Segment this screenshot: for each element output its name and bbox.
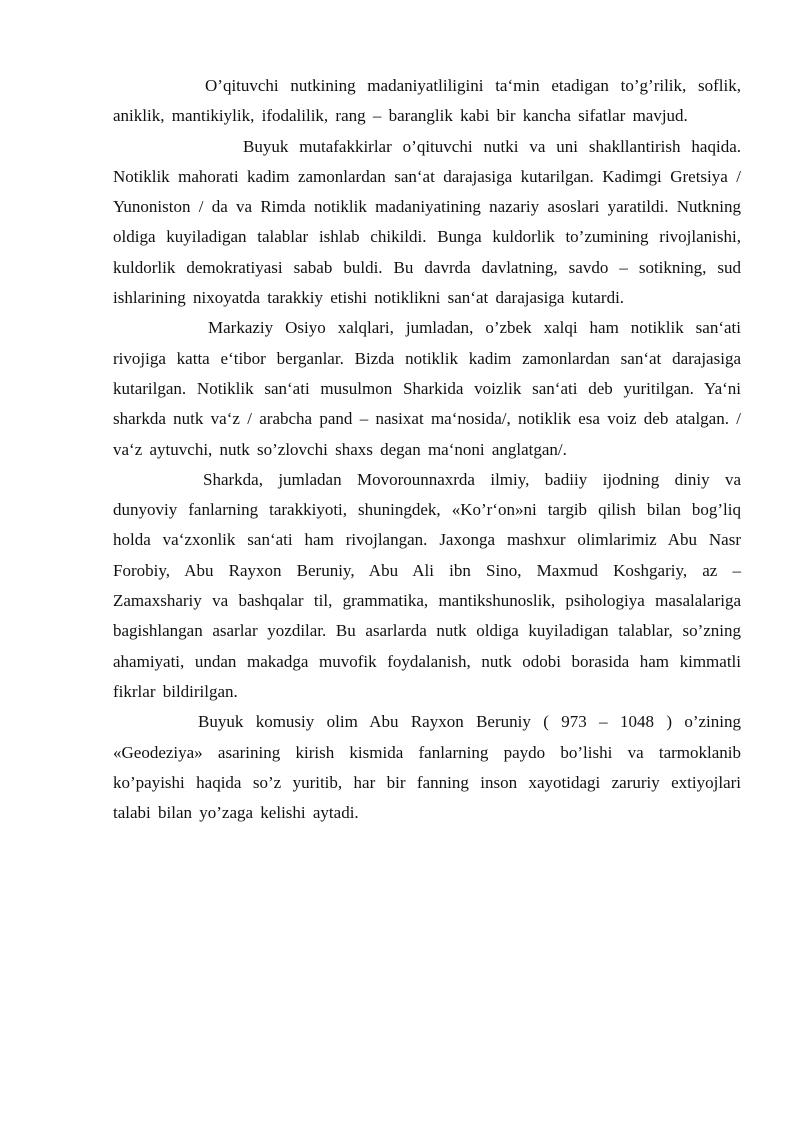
paragraph-beruniy: Buyuk komusiy olim Abu Rayxon Beruniy ( 973 – 1048 ) o’zining «Geodeziya» asarining kirish kismida fanlarning paydo bo’lishi va tarmoklanib ko’payishi haqida so’z yuritib, har bir fanning inson xayotidagi zaruriy extiyojlari talabi bilan yo’zaga kelishi aytadi. — [113, 712, 741, 823]
paragraph-central-asia: Markaziy Osiyo xalqlari, jumladan, o’zbek xalqi ham notiklik san‘ati rivojiga katta e‘tibor berganlar. Bizda notiklik kadim zamonlardan san‘at darajasiga kutarilgan. Notiklik san‘ati musulmon Sharkida voizlik san‘ati deb yuritilgan. Ya‘ni sharkda nutk va‘z / arabcha pand – nasixat ma‘nosida/, notiklik esa voiz deb atalgan. / va‘z aytuvchi, nutk so’zlovchi shaxs degan ma‘noni anglatgan/. — [113, 318, 741, 459]
paragraph-speech-qualities: O’qituvchi nutkining madaniyatliligini ta‘min etadigan to’g’rilik, soflik, aniklik, mantikiylik, ifodalilik, rang – baranglik kabi bir kancha sifatlar mavjud. — [113, 76, 741, 126]
paragraph-great-thinkers: Buyuk mutafakkirlar o’qituvchi nutki va uni shakllantirish haqida. Notiklik mahorati kadim zamonlardan san‘at darajasiga kutarilgan. Kadimgi Gretsiya / Yunoniston / da va Rimda notiklik madaniyatining nazariy asoslari yaratildi. Nutkning oldiga kuyiladigan talablar ishlab chikildi. Bunga kuldorlik to’zumining rivojlanishi, kuldorlik demokratiyasi sabab buldi. Bu davrda davlatning, savdo – sotikning, sud ishlarining nixoyatda tarakkiy etishi notiklikni san‘at darajasiga kutardi. — [113, 136, 741, 308]
paragraph-movarounnahr: Sharkda, jumladan Movorounnaxrda ilmiy, badiiy ijodning diniy va dunyoviy fanlarning tarakkiyoti, shuningdek, «Ko’r‘on»ni targib qilish bilan bog’liq holda va‘zxonlik san‘ati ham rivojlangan. Jaxonga mashxur olimlarimiz Abu Nasr Forobiy, Abu Rayxon Beruniy, Abu Ali ibn Sino, Maxmud Koshgariy, az – Zamaxshariy va bashqalar til, grammatika, mantikshunoslik, psihologiya masalalariga bagishlangan asarlar yozdilar. Bu asarlarda nutk oldiga kuyiladigan talablar, so’zning ahamiyati, undan makadga muvofik foydalanish, nutk odobi borasida ham kimmatli fikrlar bildirilgan. — [113, 469, 741, 701]
document-page — [113, 71, 741, 828]
